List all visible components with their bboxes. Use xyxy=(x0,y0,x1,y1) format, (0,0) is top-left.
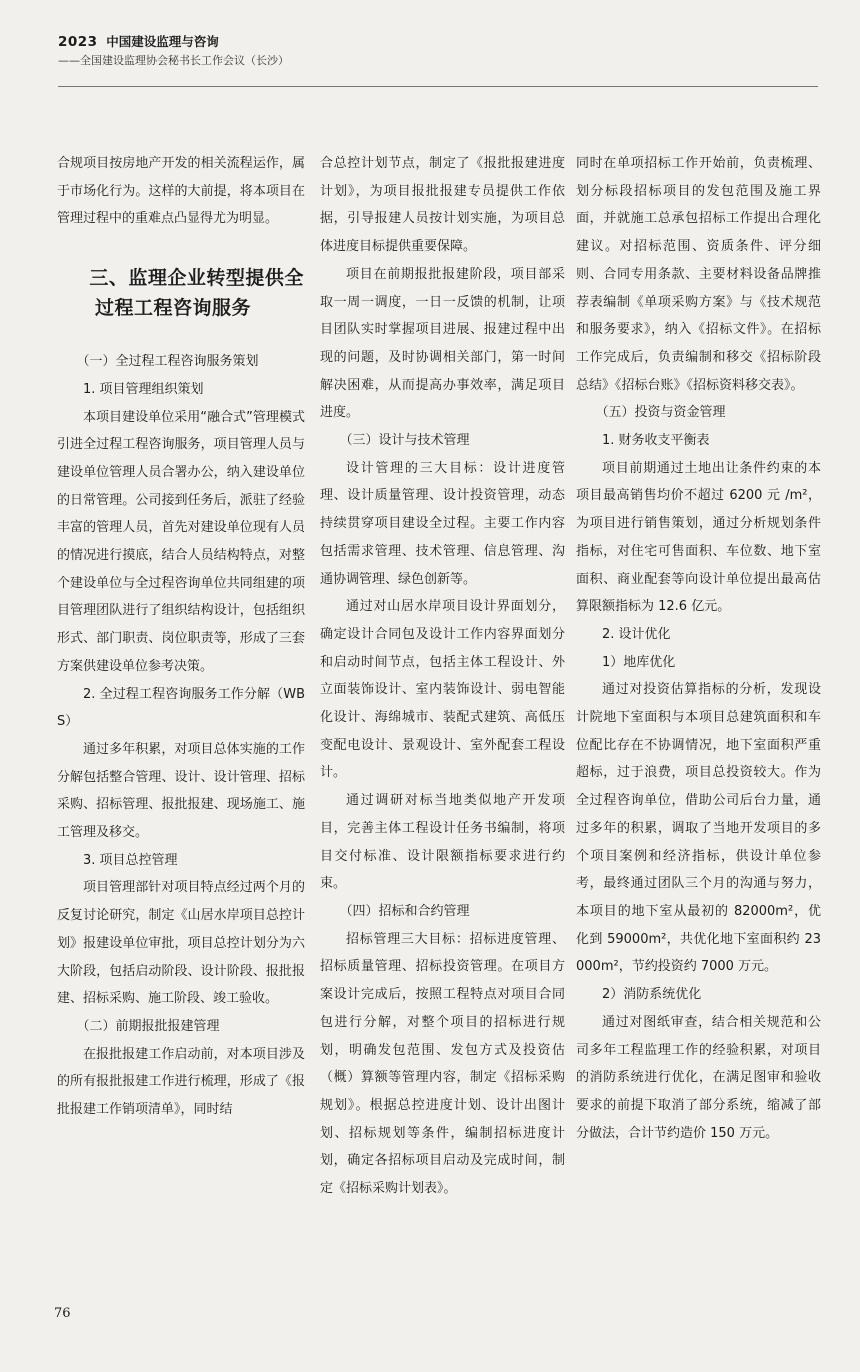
subsubsection-heading: 1）地库优化 xyxy=(602,654,676,670)
subsection-heading: （二）前期报批报建管理 xyxy=(76,1018,220,1034)
paragraph: 合规项目按房地产开发的相关流程运作，属于市场化行为。这样的大前提，将本项目在管理过程中的重难点凸显得尤为明显。 xyxy=(57,156,305,227)
paragraph: 通过调研对标当地类似地产开发项目，完善主体工程设计任务书编制，将项目交付标准、设计限额指标要求进行约束。 xyxy=(320,793,565,892)
paragraph: 项目管理部针对项目特点经过两个月的反复讨论研究，制定《山居水岸项目总控计划》报建设单位审批，项目总控计划分为六大阶段，包括启动阶段、设计阶段、报批报建、招标采购、施工阶段、竣工验收。 xyxy=(57,880,305,1007)
running-header xyxy=(58,34,818,68)
paragraph: 通过对图纸审查，结合相关规范和公司多年工程监理工作的经验积累，对项目的消防系统进行优化，在满足图审和验收要求的前提下取消了部分系统，缩减了部分做法，合计节约造价 150 万元。 xyxy=(576,1014,821,1141)
paragraph: 同时在单项招标工作开始前，负责梳理、划分标段招标项目的发包范围及施工界面，并就施工总承包招标工作提出合理化建议。对招标范围、资质条件、评分细则、合同专用条款、主要材料设备品牌推荐表编制《单项采购方案》与《技术规范和服务要求》，纳入《招标文件》。在招标工作完成后，负责编制和移交《招标阶段总结》《招标台账》《招标资料移交表》。 xyxy=(576,156,821,393)
paragraph: 项目在前期报批报建阶段，项目部采取一周一调度，一日一反馈的机制，让项目团队实时掌握项目进展、报建过程中出现的问题，及时协调相关部门，第一时间解决困难，从而提高办事效率，满足项目进度。 xyxy=(320,266,565,421)
paragraph: 通过对投资估算指标的分析，发现设计院地下室面积与本项目总建筑面积和车位配比存在不协调情况，地下室面积严重超标，过于浪费，项目总投资较大。作为全过程咨询单位，借助公司后台力量，通过多年的积累，调取了当地开发项目的多个项目案例和经济指标，供设计单位参考，最终通过团队三个月的沟通与努力，本项目的地下室从最初的 82000m²，优化到 59000m²，共优化地下室面积约 23000m²，节约投资约 7000 万元。 xyxy=(576,682,821,975)
subsection-heading: （五）投资与资金管理 xyxy=(595,405,726,421)
subsection-heading: （四）招标和合约管理 xyxy=(339,903,470,919)
subsubsection-heading: 1. 财务收支平衡表 xyxy=(602,433,710,449)
paragraph: 设计管理的三大目标：设计进度管理、设计质量管理、设计投资管理，动态持续贯穿项目建设全过程。主要工作内容包括需求管理、技术管理、信息管理、沟通协调管理、绿色创新等。 xyxy=(320,460,565,587)
paragraph: 通过对山居水岸项目设计界面划分，确定设计合同包及设计工作内容界面划分和启动时间节点，包括主体工程设计、外立面装饰设计、室内装饰设计、弱电智能化设计、海绵城市、装配式建筑、高低压变配电设计、景观设计、室外配套工程设计。 xyxy=(320,599,565,781)
paragraph: 本项目建设单位采用“融合式”管理模式引进全过程工程咨询服务，项目管理人员与建设单位管理人员合署办公，纳入建设单位的日常管理。公司接到任务后，派驻了经验丰富的管理人员，首先对建设单位现有人员的情况进行摸底，结合人员结构特点，对整个建设单位与全过程咨询单位共同组建的项目管理团队进行了组织结构设计，包括组织形式、部门职责、岗位职责等，形成了三套方案供建设单位参考决策。 xyxy=(57,409,305,674)
journal-subtitle: ——全国建设监理协会秘书长工作会议（长沙） xyxy=(58,54,289,67)
journal-year: 2023 xyxy=(58,34,98,50)
paragraph: 招标管理三大目标：招标进度管理、招标质量管理、招标投资管理。在项目方案设计完成后，按照工程特点对项目合同包进行分解，对整个项目的招标进行规划，明确发包范围、发包方式及投资估（概）算额等管理内容，制定《招标采购规划》。根据总控进度计划、设计出图计划、招标规划等条件，编制招标进度计划，确定各招标项目启动及完成时间，制定《招标采购计划表》。 xyxy=(320,931,565,1197)
column-right xyxy=(576,150,821,1147)
subsubsection-heading: 2. 全过程工程咨询服务工作分解（WBS） xyxy=(57,686,305,730)
journal-title: 中国建设监理与咨询 xyxy=(106,34,219,49)
page-number: 76 xyxy=(54,1306,71,1321)
header-rule xyxy=(58,86,818,87)
subsubsection-heading: 3. 项目总控管理 xyxy=(83,852,178,868)
paragraph: 通过多年积累，对项目总体实施的工作分解包括整合管理、设计、设计管理、招标采购、招标管理、报批报建、现场施工、施工管理及移交。 xyxy=(57,741,305,841)
subsubsection-heading: 1. 项目管理组织策划 xyxy=(83,381,204,397)
subsection-heading: （三）设计与技术管理 xyxy=(339,433,470,449)
subsubsection-heading: 2. 设计优化 xyxy=(602,626,671,642)
paragraph: 合总控计划节点，制定了《报批报建进度计划》，为项目报批报建专员提供工作依据，引导报建人员按计划实施，为项目总体进度目标提供重要保障。 xyxy=(320,156,565,255)
column-middle xyxy=(320,150,565,1203)
subsection-heading: （一）全过程工程咨询服务策划 xyxy=(76,354,259,370)
paragraph: 在报批报建工作启动前，对本项目涉及的所有报批报建工作进行梳理，形成了《报批报建工作销项清单》，同时结 xyxy=(57,1046,305,1118)
column-left xyxy=(57,150,305,1124)
paragraph: 项目前期通过土地出让条件约束的本项目最高销售均价不超过 6200 元 /m²，为项目进行销售策划，通过分析规划条件指标，对住宅可售面积、车位数、地下室面积、商业配套等向设计单位提出最高估算限额指标为 12.6 亿元。 xyxy=(576,460,821,615)
journal-title-line xyxy=(58,34,818,50)
subsubsection-heading: 2）消防系统优化 xyxy=(602,987,702,1003)
section-heading: 三、监理企业转型提供全过程工程咨询服务 xyxy=(89,267,304,320)
